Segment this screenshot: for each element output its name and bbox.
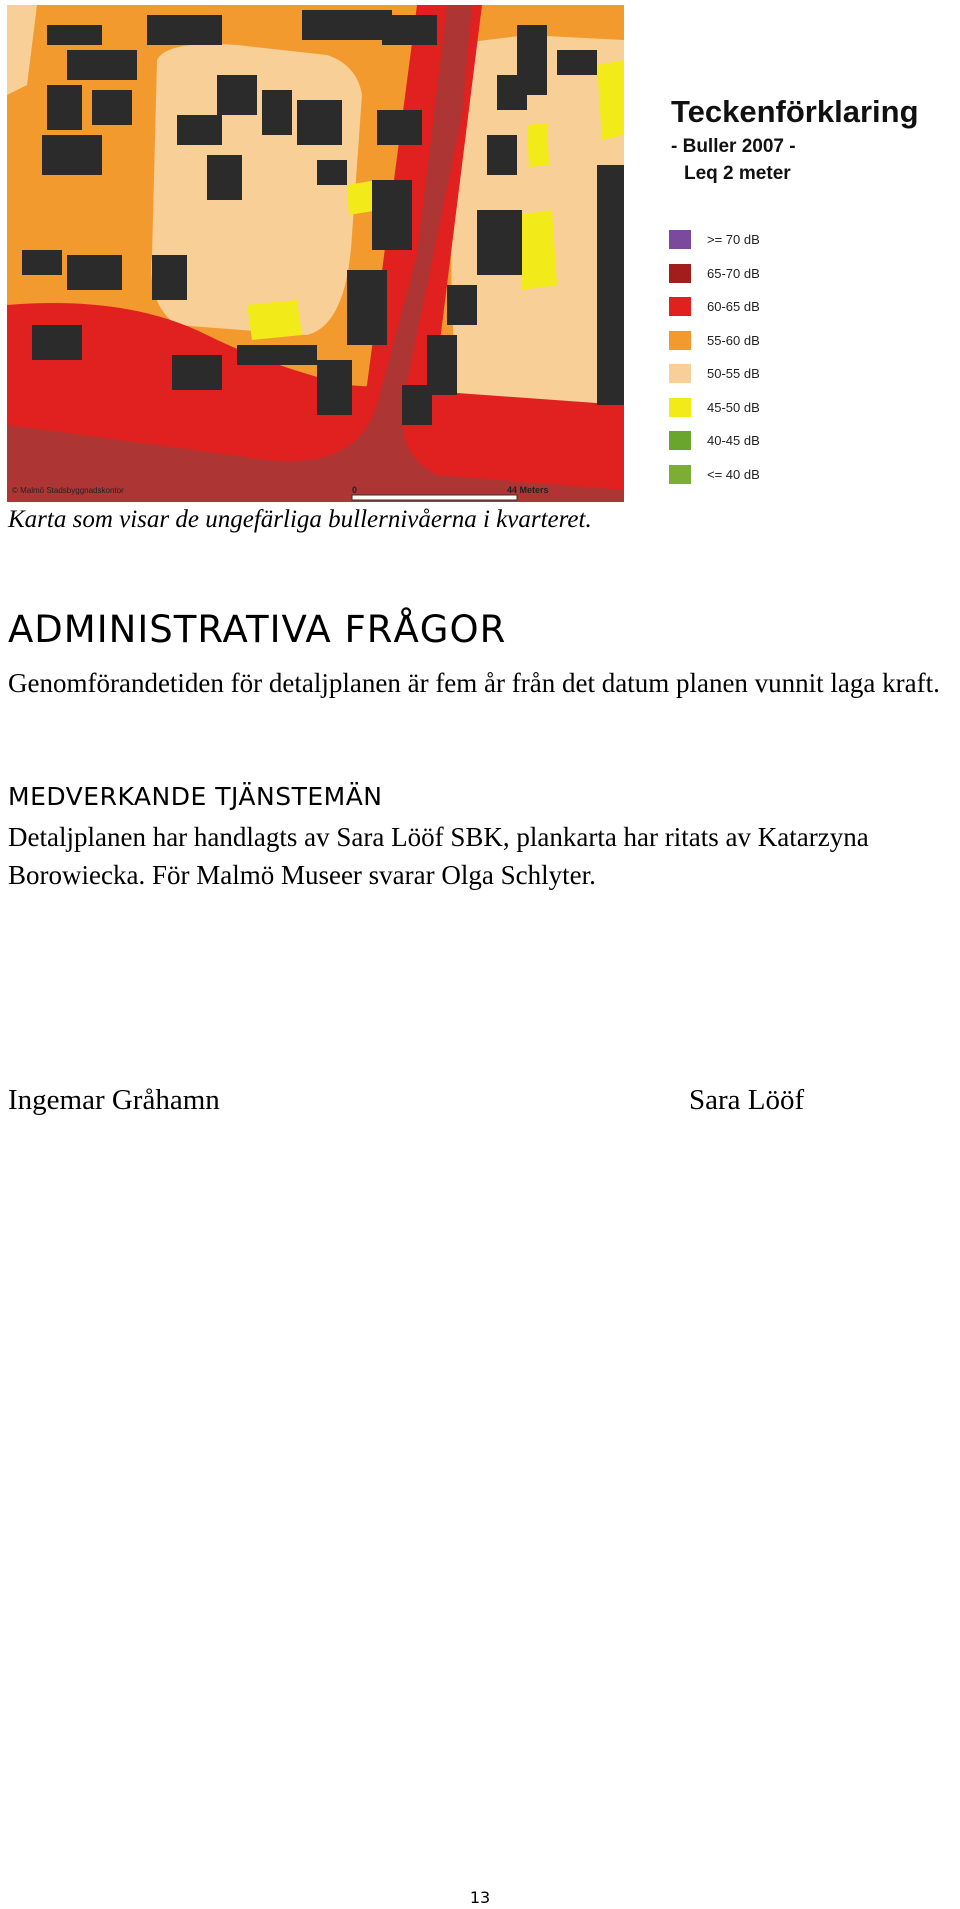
- map-caption: Karta som visar de ungefärliga bullernivåerna i kvarteret.: [8, 506, 592, 533]
- legend-label: 40-45 dB: [707, 432, 760, 448]
- legend-label: 60-65 dB: [707, 298, 760, 314]
- legend-label: <= 40 dB: [707, 466, 760, 482]
- legend-item: [669, 363, 760, 383]
- noise-map: [7, 5, 624, 502]
- legend-label: >= 70 dB: [707, 231, 760, 247]
- page-number: 13: [469, 1888, 491, 1907]
- legend-item: [669, 330, 760, 350]
- legend-label: 65-70 dB: [707, 265, 760, 281]
- legend-swatch: [669, 398, 691, 417]
- legend-label: 45-50 dB: [707, 399, 760, 415]
- legend-swatch: [669, 364, 691, 383]
- legend-item: [669, 464, 760, 484]
- legend-item: [669, 229, 760, 249]
- legend-swatch: [669, 465, 691, 484]
- legend-subtitle-meter: Leq 2 meter: [684, 163, 791, 184]
- legend-title: Teckenförklaring: [671, 94, 919, 129]
- legend-swatch: [669, 230, 691, 249]
- map-credit: © Malmö Stadsbyggnadskontor: [12, 486, 124, 495]
- legend-item: [669, 296, 760, 316]
- legend-swatch: [669, 264, 691, 283]
- legend-label: 50-55 dB: [707, 365, 760, 381]
- heading-administrativa: ADMINISTRATIVA FRÅGOR: [8, 608, 507, 651]
- paragraph-administrativa: Genomförandetiden för detaljplanen är fem år från det datum planen vunnit laga kraft.: [8, 668, 940, 698]
- signature-left: Ingemar Gråhamn: [8, 1084, 220, 1116]
- signature-right: Sara Lööf: [689, 1084, 805, 1116]
- legend-swatch: [669, 431, 691, 450]
- paragraph-medverkande: Detaljplanen har handlagts av Sara Lööf SBK, plankarta har ritats av Katarzyna Borowiecka. För Malmö Museer svarar Olga Schlyter.: [8, 822, 869, 890]
- heading-medverkande: MEDVERKANDE TJÄNSTEMÄN: [8, 782, 383, 811]
- scale-start: 0: [352, 485, 358, 495]
- legend-item: [669, 397, 760, 417]
- legend-swatch: [669, 297, 691, 316]
- legend-item: [669, 430, 760, 450]
- legend-label: 55-60 dB: [707, 332, 760, 348]
- scale-end: 44 Meters: [507, 485, 549, 495]
- legend-item: [669, 263, 760, 283]
- legend-subtitle: - Buller 2007 -: [671, 136, 796, 157]
- legend-swatch: [669, 331, 691, 350]
